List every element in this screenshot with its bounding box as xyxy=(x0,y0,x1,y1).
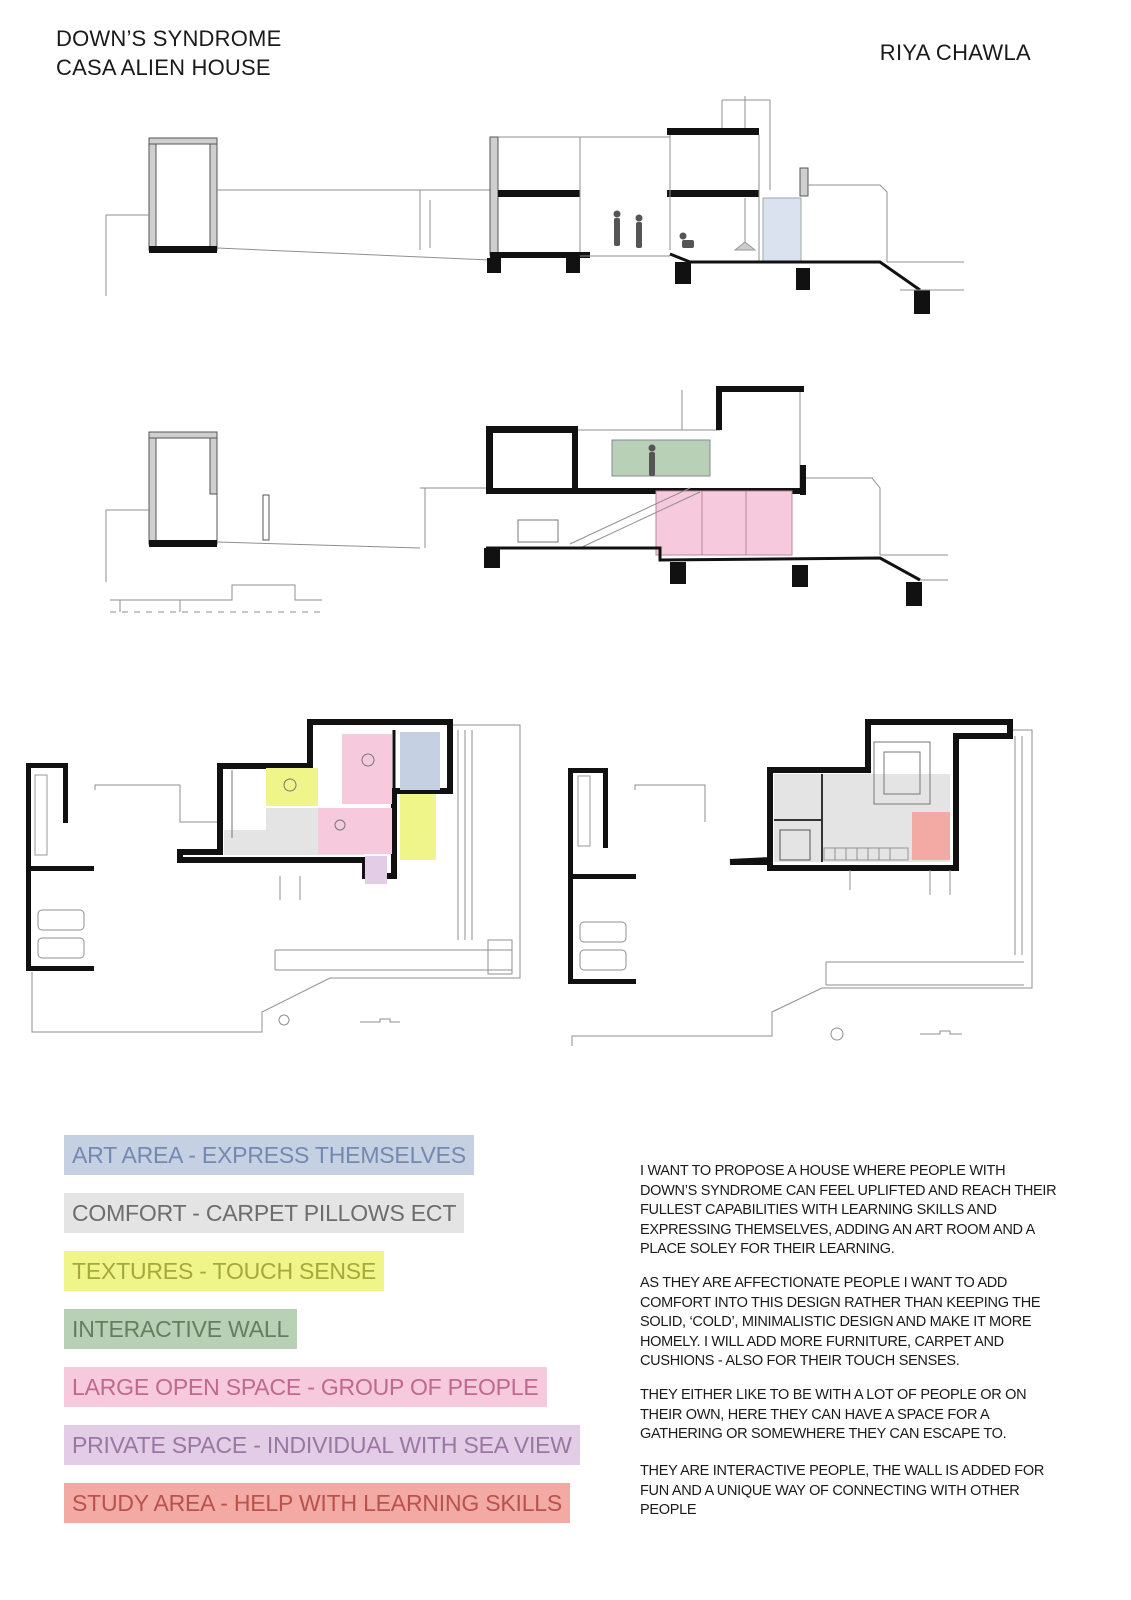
legend-private-space: PRIVATE SPACE - INDIVIDUAL WITH SEA VIEW xyxy=(64,1425,580,1465)
floor-plan-upper xyxy=(568,722,1032,1046)
description-paragraph-4: THEY ARE INTERACTIVE PEOPLE, THE WALL IS ADDED FOR FUN AND A UNIQUE WAY OF CONNECTING WITH OTHER PEOPLE xyxy=(640,1463,1044,1519)
section-drawing-1 xyxy=(106,96,964,314)
description-paragraph-3: THEY EITHER LIKE TO BE WITH A LOT OF PEOPLE OR ON THEIR OWN, HERE THEY CAN HAVE A SPACE FOR A GATHERING OR SOMEWHERE THEY CAN ESCAPE TO. xyxy=(640,1387,1027,1443)
section-drawing-2 xyxy=(106,386,948,612)
legend-art-area: ART AREA - EXPRESS THEMSELVES xyxy=(64,1135,474,1175)
legend-large-open-space: LARGE OPEN SPACE - GROUP OF PEOPLE xyxy=(64,1367,547,1407)
title-line-2: CASA ALIEN HOUSE xyxy=(56,55,271,80)
legend-textures: TEXTURES - TOUCH SENSE xyxy=(64,1251,384,1291)
description-paragraph-1: I WANT TO PROPOSE A HOUSE WHERE PEOPLE WITH DOWN’S SYNDROME CAN FEEL UPLIFTED AND REACH THEIR FULLEST CAPABILITIES WITH LEARNING SKILLS AND EXPRESSING THEMSELVES, ADDING AN ART ROOM AND A PLACE SOLEY FOR THEIR LEARNING. xyxy=(640,1163,1057,1258)
title-line-1: DOWN’S SYNDROME xyxy=(56,26,282,51)
legend-study-area: STUDY AREA - HELP WITH LEARNING SKILLS xyxy=(64,1483,570,1523)
legend-interactive-wall: INTERACTIVE WALL xyxy=(64,1309,297,1349)
legend-comfort: COMFORT - CARPET PILLOWS ECT xyxy=(64,1193,464,1233)
floor-plan-ground xyxy=(26,722,520,1032)
description-paragraph-2: AS THEY ARE AFFECTIONATE PEOPLE I WANT TO ADD COMFORT INTO THIS DESIGN RATHER THAN KEEPING THE SOLID, ‘COLD’, MINIMALISTIC DESIGN AND MAKE IT MORE HOMELY. I WILL ADD MORE FURNITURE, CARPET AND CUSHIONS - ALSO FOR THEIR TOUCH SENSES. xyxy=(640,1275,1041,1370)
author-name: RIYA CHAWLA xyxy=(879,40,1031,65)
